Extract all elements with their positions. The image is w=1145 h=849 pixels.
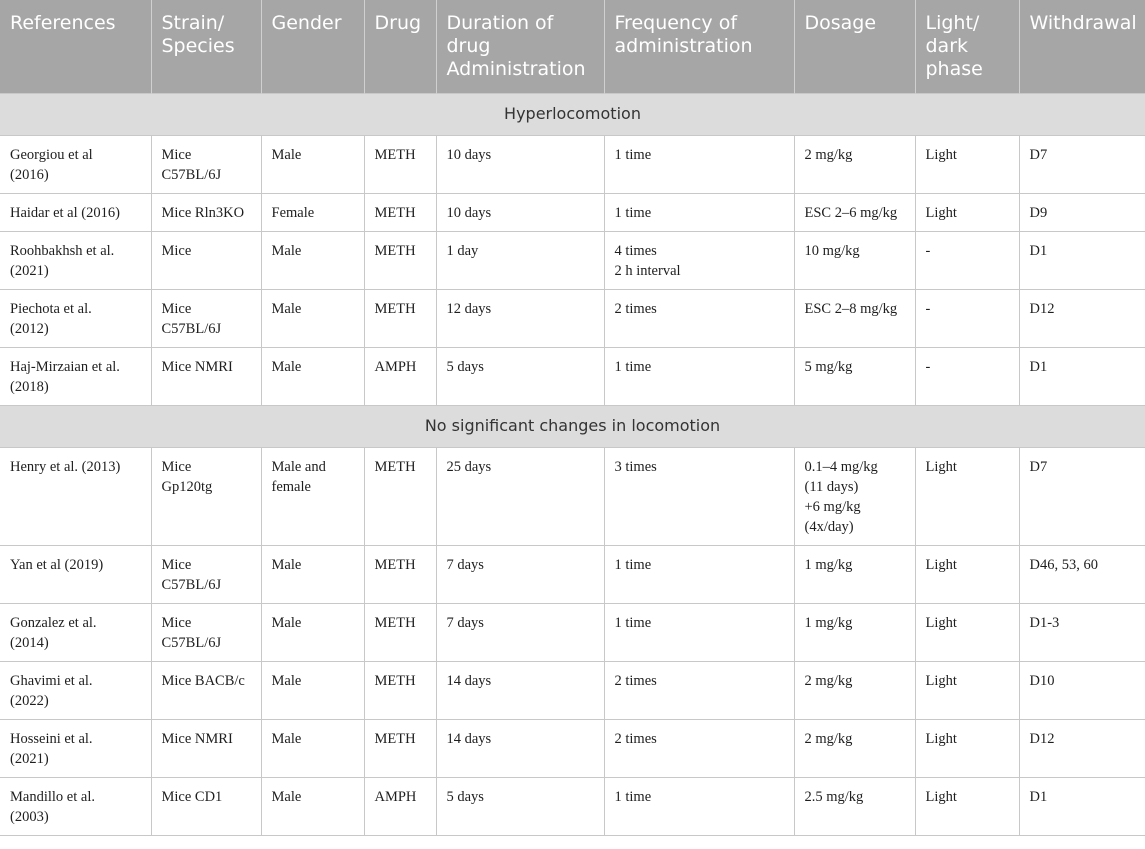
cell-gender: Male	[261, 778, 364, 836]
cell-dosage: 2 mg/kg	[794, 720, 915, 778]
cell-dosage: 2.5 mg/kg	[794, 778, 915, 836]
cell-strain-species: Mice NMRI	[151, 720, 261, 778]
cell-frequency: 3 times	[604, 448, 794, 546]
cell-dosage: 10 mg/kg	[794, 232, 915, 290]
section-row	[0, 406, 1145, 448]
cell-strain-species: Mice C57BL/6J	[151, 546, 261, 604]
cell-drug: METH	[364, 662, 436, 720]
cell-light-dark-phase: Light	[915, 448, 1019, 546]
cell-references: Ghavimi et al. (2022)	[0, 662, 151, 720]
cell-duration: 5 days	[436, 778, 604, 836]
cell-withdrawal: D7	[1019, 448, 1145, 546]
cell-frequency: 2 times	[604, 662, 794, 720]
cell-drug: METH	[364, 232, 436, 290]
cell-strain-species: Mice C57BL/6J	[151, 290, 261, 348]
cell-light-dark-phase: Light	[915, 662, 1019, 720]
cell-drug: AMPH	[364, 348, 436, 406]
cell-drug: METH	[364, 290, 436, 348]
cell-withdrawal: D46, 53, 60	[1019, 546, 1145, 604]
cell-light-dark-phase: Light	[915, 194, 1019, 232]
cell-duration: 14 days	[436, 662, 604, 720]
cell-gender: Female	[261, 194, 364, 232]
cell-gender: Male and female	[261, 448, 364, 546]
cell-strain-species: Mice	[151, 232, 261, 290]
cell-references: Haj-Mirzaian et al. (2018)	[0, 348, 151, 406]
cell-references: Gonzalez et al. (2014)	[0, 604, 151, 662]
table-row	[0, 448, 1145, 546]
table-row	[0, 778, 1145, 836]
column-header-references: References	[0, 0, 151, 94]
cell-duration: 14 days	[436, 720, 604, 778]
cell-frequency: 1 time	[604, 348, 794, 406]
table-row	[0, 136, 1145, 194]
column-header-frequency: Frequency of administration	[604, 0, 794, 94]
cell-light-dark-phase: Light	[915, 778, 1019, 836]
cell-strain-species: Mice Gp120tg	[151, 448, 261, 546]
cell-frequency: 1 time	[604, 778, 794, 836]
cell-frequency: 2 times	[604, 720, 794, 778]
table-row	[0, 720, 1145, 778]
cell-strain-species: Mice Rln3KO	[151, 194, 261, 232]
cell-light-dark-phase: -	[915, 232, 1019, 290]
cell-references: Haidar et al (2016)	[0, 194, 151, 232]
column-header-strain-species: Strain/ Species	[151, 0, 261, 94]
cell-dosage: 2 mg/kg	[794, 136, 915, 194]
cell-duration: 10 days	[436, 136, 604, 194]
cell-gender: Male	[261, 232, 364, 290]
cell-frequency: 1 time	[604, 136, 794, 194]
cell-drug: AMPH	[364, 778, 436, 836]
table-row	[0, 290, 1145, 348]
section-title: Hyperlocomotion	[0, 94, 1145, 136]
cell-gender: Male	[261, 720, 364, 778]
table-row	[0, 546, 1145, 604]
cell-light-dark-phase: Light	[915, 604, 1019, 662]
cell-dosage: ESC 2–8 mg/kg	[794, 290, 915, 348]
table-row	[0, 348, 1145, 406]
cell-light-dark-phase: Light	[915, 720, 1019, 778]
cell-withdrawal: D1	[1019, 232, 1145, 290]
cell-withdrawal: D9	[1019, 194, 1145, 232]
cell-gender: Male	[261, 290, 364, 348]
cell-duration: 5 days	[436, 348, 604, 406]
cell-gender: Male	[261, 546, 364, 604]
cell-dosage: 0.1–4 mg/kg (11 days) +6 mg/kg (4x/day)	[794, 448, 915, 546]
cell-drug: METH	[364, 604, 436, 662]
cell-light-dark-phase: -	[915, 348, 1019, 406]
cell-gender: Male	[261, 348, 364, 406]
table-row	[0, 662, 1145, 720]
section-row	[0, 94, 1145, 136]
cell-gender: Male	[261, 604, 364, 662]
table-row	[0, 232, 1145, 290]
cell-dosage: 5 mg/kg	[794, 348, 915, 406]
cell-withdrawal: D12	[1019, 290, 1145, 348]
cell-withdrawal: D1-3	[1019, 604, 1145, 662]
table-body	[0, 94, 1145, 836]
column-header-drug: Drug	[364, 0, 436, 94]
cell-light-dark-phase: -	[915, 290, 1019, 348]
cell-references: Roohbakhsh et al. (2021)	[0, 232, 151, 290]
cell-frequency: 4 times 2 h interval	[604, 232, 794, 290]
cell-duration: 25 days	[436, 448, 604, 546]
cell-frequency: 1 time	[604, 604, 794, 662]
cell-strain-species: Mice C57BL/6J	[151, 136, 261, 194]
column-header-duration: Duration of drug Administration	[436, 0, 604, 94]
cell-strain-species: Mice NMRI	[151, 348, 261, 406]
cell-references: Yan et al (2019)	[0, 546, 151, 604]
cell-drug: METH	[364, 448, 436, 546]
cell-references: Henry et al. (2013)	[0, 448, 151, 546]
cell-dosage: 1 mg/kg	[794, 604, 915, 662]
cell-references: Mandillo et al. (2003)	[0, 778, 151, 836]
cell-strain-species: Mice CD1	[151, 778, 261, 836]
cell-light-dark-phase: Light	[915, 546, 1019, 604]
cell-frequency: 2 times	[604, 290, 794, 348]
cell-references: Hosseini et al. (2021)	[0, 720, 151, 778]
column-header-dosage: Dosage	[794, 0, 915, 94]
cell-frequency: 1 time	[604, 194, 794, 232]
section-title: No significant changes in locomotion	[0, 406, 1145, 448]
cell-duration: 7 days	[436, 604, 604, 662]
cell-gender: Male	[261, 662, 364, 720]
cell-duration: 10 days	[436, 194, 604, 232]
column-header-withdrawal: Withdrawal	[1019, 0, 1145, 94]
cell-drug: METH	[364, 720, 436, 778]
table-row	[0, 194, 1145, 232]
cell-drug: METH	[364, 546, 436, 604]
cell-withdrawal: D10	[1019, 662, 1145, 720]
cell-dosage: 2 mg/kg	[794, 662, 915, 720]
cell-frequency: 1 time	[604, 546, 794, 604]
cell-drug: METH	[364, 194, 436, 232]
table-header	[0, 0, 1145, 94]
cell-strain-species: Mice BACB/c	[151, 662, 261, 720]
header-row	[0, 0, 1145, 94]
cell-strain-species: Mice C57BL/6J	[151, 604, 261, 662]
column-header-light-dark-phase: Light/ dark phase	[915, 0, 1019, 94]
cell-dosage: 1 mg/kg	[794, 546, 915, 604]
cell-withdrawal: D7	[1019, 136, 1145, 194]
cell-light-dark-phase: Light	[915, 136, 1019, 194]
cell-references: Georgiou et al (2016)	[0, 136, 151, 194]
cell-duration: 1 day	[436, 232, 604, 290]
column-header-gender: Gender	[261, 0, 364, 94]
cell-drug: METH	[364, 136, 436, 194]
cell-withdrawal: D1	[1019, 778, 1145, 836]
cell-gender: Male	[261, 136, 364, 194]
cell-withdrawal: D12	[1019, 720, 1145, 778]
cell-references: Piechota et al. (2012)	[0, 290, 151, 348]
cell-withdrawal: D1	[1019, 348, 1145, 406]
cell-duration: 12 days	[436, 290, 604, 348]
cell-duration: 7 days	[436, 546, 604, 604]
table-row	[0, 604, 1145, 662]
cell-dosage: ESC 2–6 mg/kg	[794, 194, 915, 232]
